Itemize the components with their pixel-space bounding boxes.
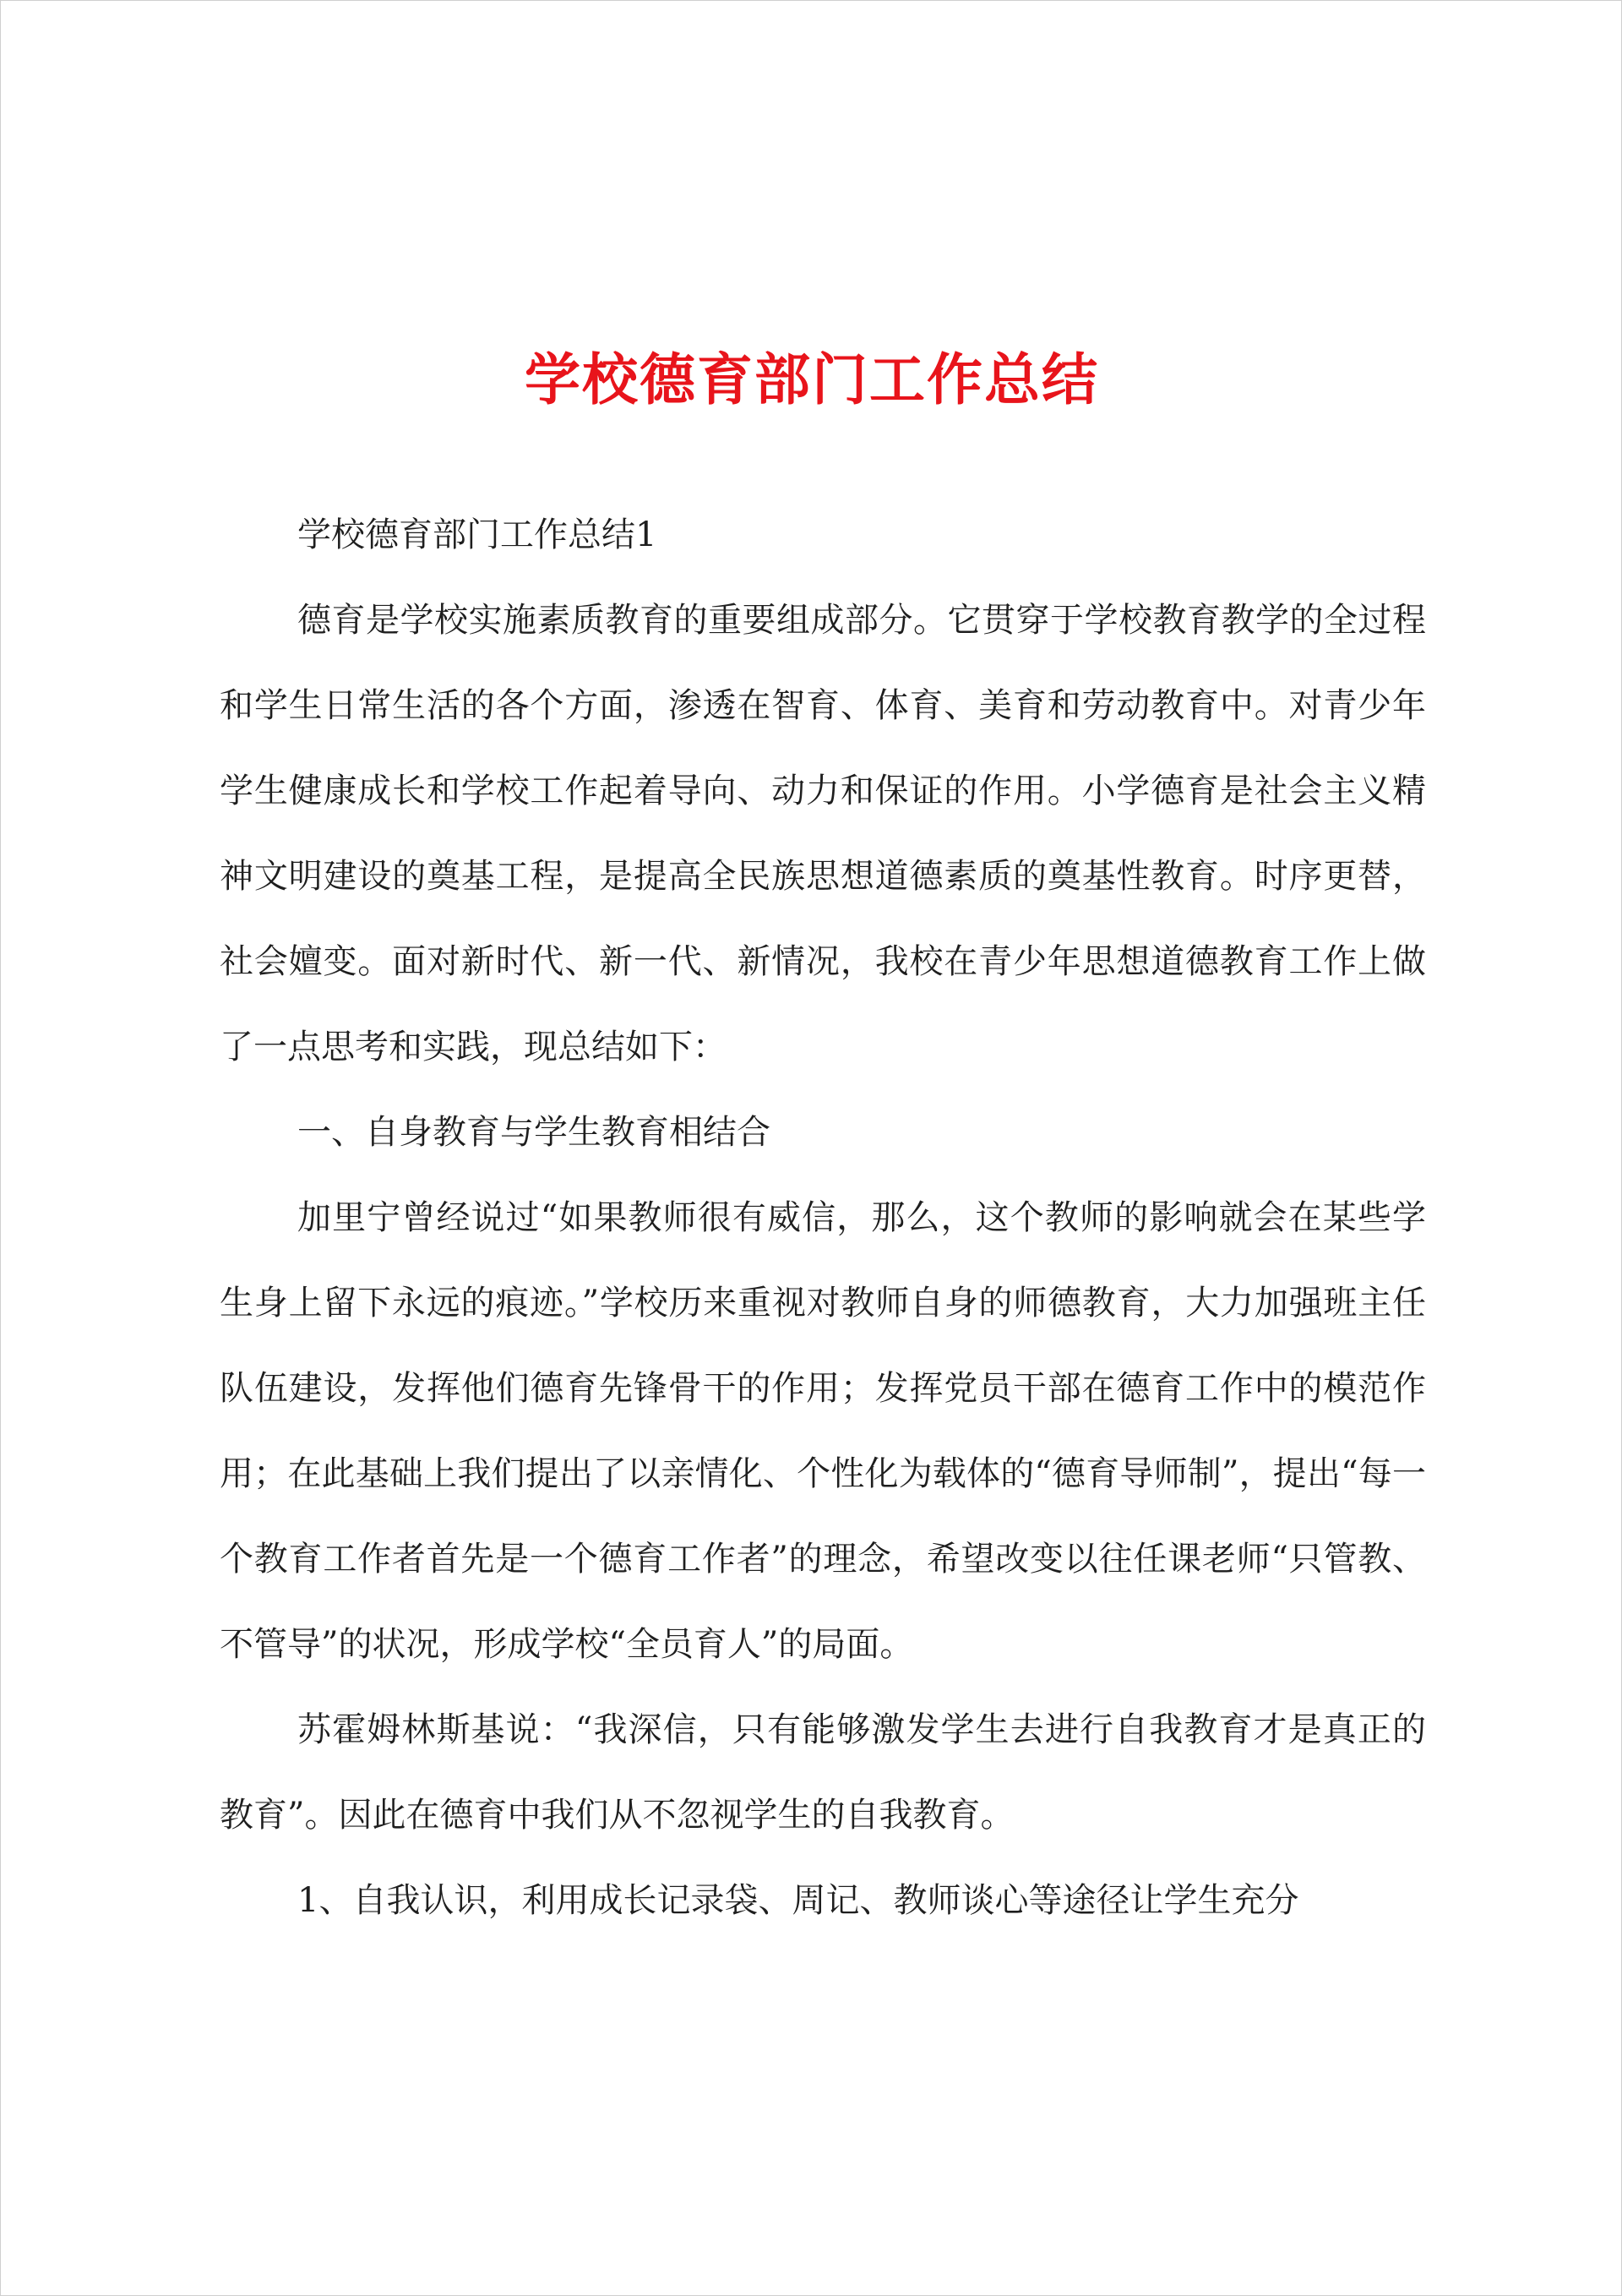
body-paragraph: 德育是学校实施素质教育的重要组成部分。它贯穿于学校教育教学的全过程和学生日常生活的各个方面，渗透在智育、体育、美育和劳动教育中。对青少年学生健康成长和学校工作起着导向、动力和保证的作用。小学德育是社会主义精神文明建设的奠基工程，是提高全民族思想道德素质的奠基性教育。时序更替，社会嬗变。面对新时代、新一代、新情况，我校在青少年思想道德教育工作上做了一点思考和实践，现总结如下： bbox=[220, 601, 1426, 1066]
list-item: 1、自我认识，利用成长记录袋、周记、教师谈心等途径让学生充分 bbox=[297, 1881, 1299, 1920]
document-title: 学校德育部门工作总结 bbox=[525, 346, 1099, 412]
subsection-heading: 一、自身教育与学生教育相结合 bbox=[297, 1113, 770, 1152]
section-heading: 学校德育部门工作总结1 bbox=[297, 515, 657, 554]
document-body bbox=[220, 493, 1426, 1944]
body-paragraph: 加里宁曾经说过“如果教师很有威信，那么，这个教师的影响就会在某些学生身上留下永远的痕迹。”学校历来重视对教师自身的师德教育，大力加强班主任队伍建设，发挥他们德育先锋骨干的作用；发挥党员干部在德育工作中的模范作用；在此基础上我们提出了以亲情化、个性化为载体的“德育导师制”，提出“每一个教育工作者首先是一个德育工作者”的理念，希望改变以往任课老师“只管教、不管导”的状况，形成学校“全员育人”的局面。 bbox=[220, 1198, 1426, 1664]
body-paragraph: 苏霍姆林斯基说：“我深信，只有能够激发学生去进行自我教育才是真正的教育”。因此在德育中我们从不忽视学生的自我教育。 bbox=[220, 1710, 1426, 1835]
